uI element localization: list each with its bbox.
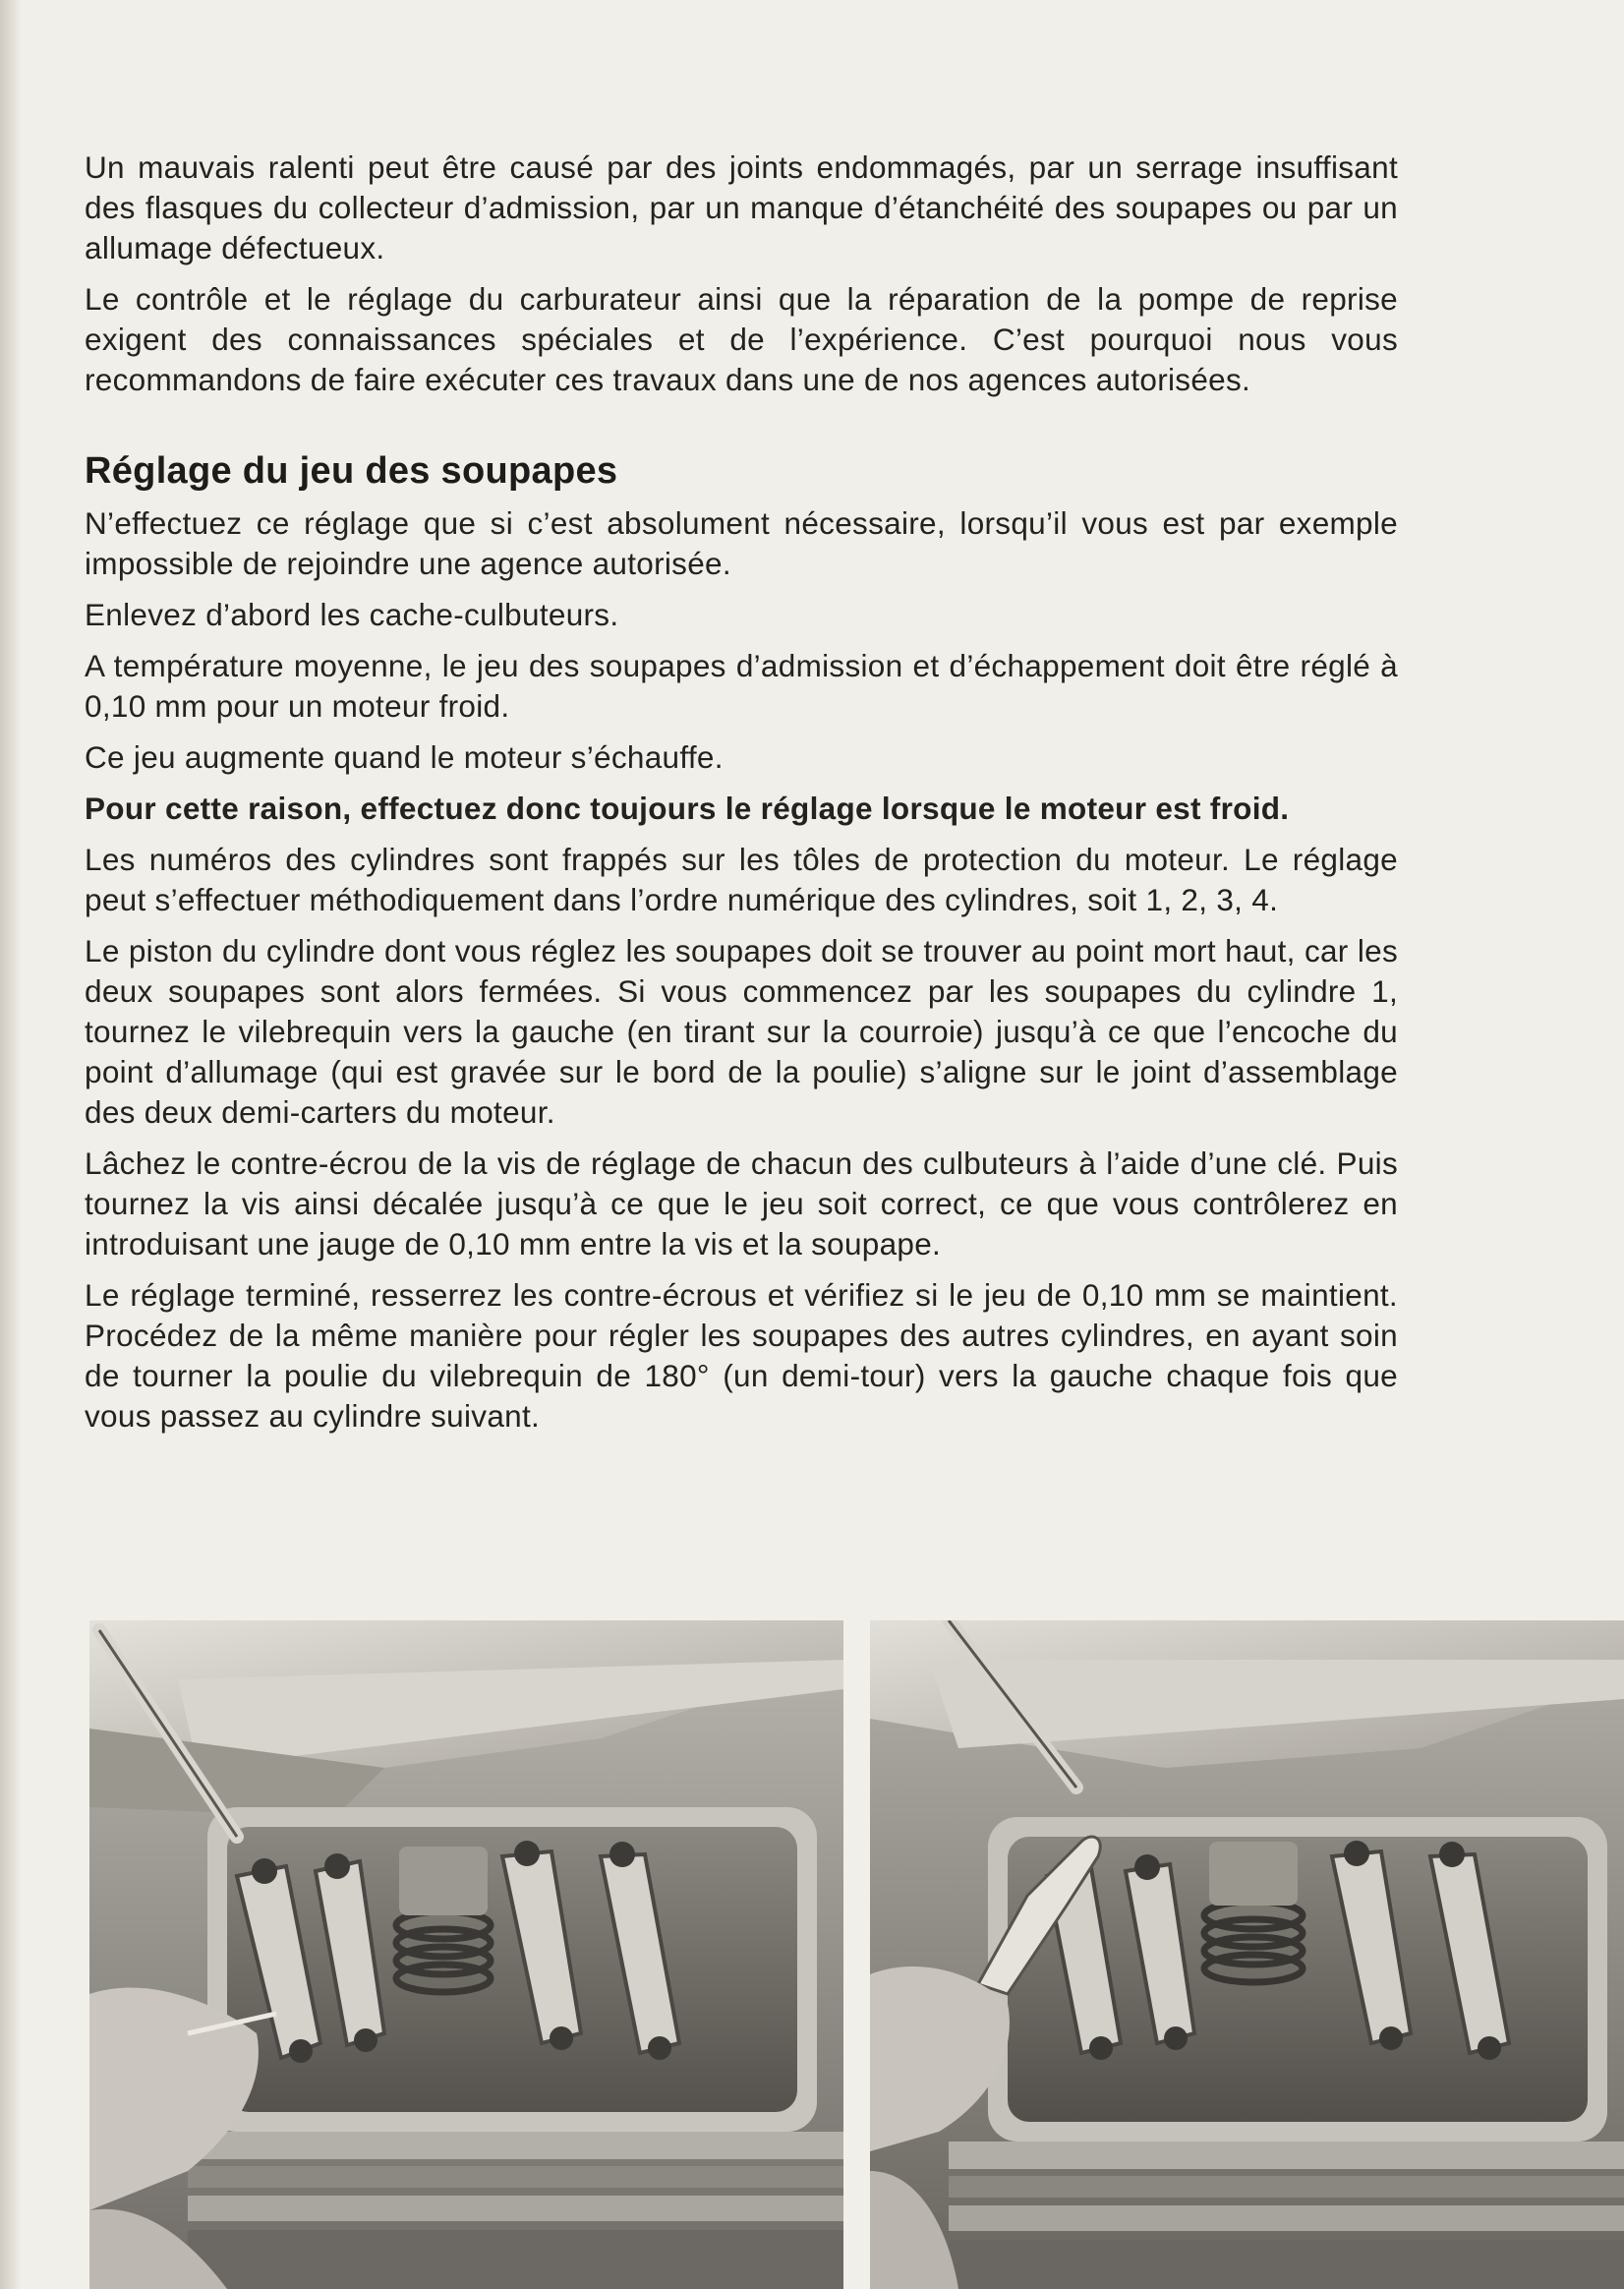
paragraph-only-if-necessary: N’effectuez ce réglage que si c’est absolument nécessaire, lorsqu’il vous est par exemple impossible de rejoindre une agence autorisée.: [85, 505, 1398, 581]
paragraph-carburettor-service: Le contrôle et le réglage du carburateur ainsi que la réparation de la pompe de reprise exigent des connaissances spéciales et de l’expérience. C’est pourquoi nous vous recommandons de faire exécuter ces travaux dans une de nos agences autorisées.: [85, 281, 1398, 397]
paragraph-remove-covers: Enlevez d’abord les cache-culbuteurs.: [85, 597, 619, 632]
bold-instruction: Pour cette raison, effectuez donc toujours le réglage lorsque le moteur est froid.: [85, 791, 1290, 826]
document-body: [85, 147, 1398, 1447]
photo-feeler-gauge-adjustment: [89, 1620, 843, 2289]
paragraph-tighten-and-repeat: Le réglage terminé, resserrez les contre-écrous et vérifiez si le jeu de 0,10 mm se maintient. Procédez de la même manière pour régler les soupapes des autres cylindres, en ayant soin de tourner la poulie du vilebrequin de 180° (un demi-tour) vers la gauche chaque fois que vous passez au cylindre suivant.: [85, 1277, 1398, 1434]
photo-wrench-locknut: [870, 1620, 1624, 2289]
paragraph-cylinder-numbers: Les numéros des cylindres sont frappés sur les tôles de protection du moteur. Le réglage peut s’effectuer méthodiquement dans l’ordre numérique des cylindres, soit 1, 2, 3, 4.: [85, 842, 1398, 917]
section-heading: Réglage du jeu des soupapes: [85, 450, 618, 492]
paragraph-clearance-increases: Ce jeu augmente quand le moteur s’échauffe.: [85, 739, 724, 775]
paragraph-top-dead-centre: Le piston du cylindre dont vous réglez les soupapes doit se trouver au point mort haut, car les deux soupapes sont alors fermées. Si vous commencez par les soupapes du cylindre 1, tournez le vilebrequin vers la gauche (en tirant sur la courroie) jusqu’à ce que l’encoche du point d’allumage (qui est gravée sur le bord de la poulie) s’aligne sur le joint d’assemblage des deux demi-carters du moteur.: [85, 933, 1398, 1130]
page-edge-shadow: [0, 0, 22, 2289]
paragraph-idle-causes: Un mauvais ralenti peut être causé par des joints endommagés, par un serrage insuffisant des flasques du collecteur d’admission, par un manque d’étanchéité des soupapes ou par un allumage défectueux.: [85, 149, 1398, 265]
paragraph-clearance-value: A température moyenne, le jeu des soupapes d’admission et d’échappement doit être réglé à 0,10 mm pour un moteur froid.: [85, 648, 1398, 724]
paragraph-loosen-locknut: Lâchez le contre-écrou de la vis de réglage de chacun des culbuteurs à l’aide d’une clé. Puis tournez la vis ainsi décalée jusqu’à ce que le jeu soit correct, ce que vous contrôlerez en introduisant une jauge de 0,10 mm entre la vis et la soupape.: [85, 1145, 1398, 1262]
